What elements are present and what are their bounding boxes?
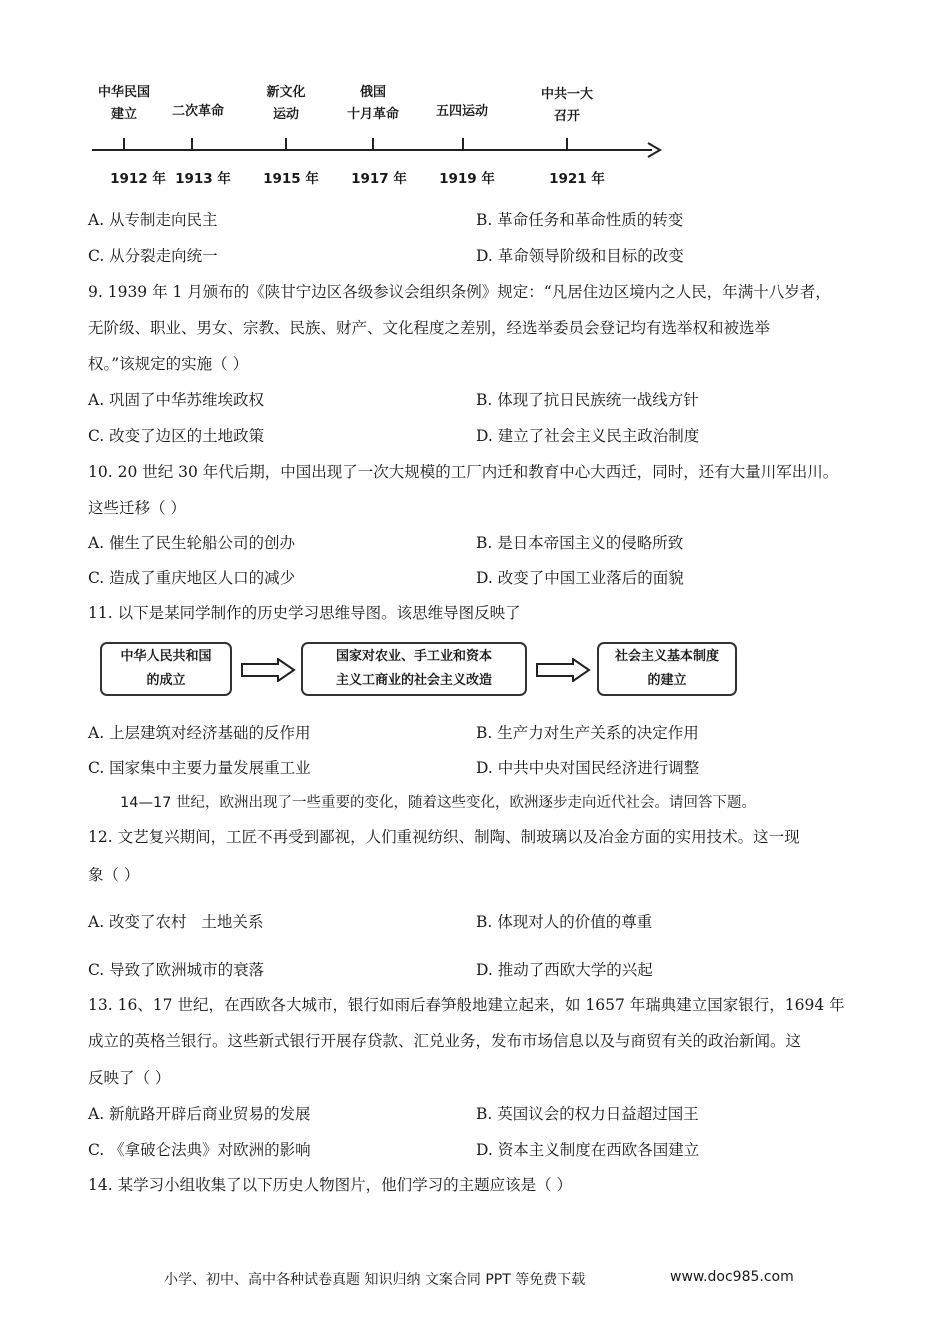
q9-option-d: D. 建立了社会主义民主政治制度: [476, 427, 700, 445]
timeline-event-label: 二次革命: [171, 104, 225, 119]
q13-option-c: C. 《拿破仑法典》对欧洲的影响: [88, 1141, 311, 1159]
q13-option-d: D. 资本主义制度在西欧各国建立: [476, 1141, 700, 1159]
timeline-year: 1915 年: [263, 171, 319, 187]
q13-stem-line: 反映了（ ）: [88, 1069, 171, 1087]
q10-option-a: A. 催生了民生轮船公司的创办: [88, 534, 296, 552]
timeline-event-label: 新文化 运动: [266, 85, 306, 122]
timeline-year: 1917 年: [351, 171, 407, 187]
timeline-tick: [462, 138, 464, 150]
section-intro: 14—17 世纪，欧洲出现了一些重要的变化，随着这些变化，欧洲逐步走向近代社会。请回答下题。: [120, 795, 757, 811]
timeline-event-label: 中共一大 召开: [540, 87, 594, 124]
timeline-tick: [285, 138, 287, 150]
timeline-event-label: 五四运动: [435, 104, 489, 119]
timeline-event-label: 俄国 十月革命: [346, 85, 400, 122]
footer-text: 小学、初中、高中各种试卷真题 知识归纳 文案合同 PPT 等免费下载: [164, 1272, 586, 1288]
q10-stem-line: 这些迁移（ ）: [88, 499, 186, 517]
timeline-year: 1919 年: [439, 171, 495, 187]
mind-map-box: 国家对农业、手工业和资本 主义工商业的社会主义改造: [301, 642, 527, 696]
q13-stem-line: 成立的英格兰银行。这些新式银行开展存贷款、汇兑业务，发布市场信息以及与商贸有关的政治新闻。这: [88, 1032, 802, 1050]
timeline-event-label: 中华民国 建立: [97, 85, 151, 122]
q9-option-c: C. 改变了边区的土地政策: [88, 427, 265, 445]
q11-option-b: B. 生产力对生产关系的决定作用: [476, 724, 699, 742]
double-arrow-icon: [535, 658, 591, 682]
timeline-year: 1921 年: [549, 171, 605, 187]
q10-option-b: B. 是日本帝国主义的侵略所致: [476, 534, 684, 552]
q8-option-c: C. 从分裂走向统一: [88, 247, 218, 265]
timeline-arrowhead-icon: [646, 142, 662, 158]
timeline-tick: [191, 138, 193, 150]
timeline-tick: [372, 138, 374, 150]
q13-option-b: B. 英国议会的权力日益超过国王: [476, 1105, 699, 1123]
q12-option-b: B. 体现对人的价值的尊重: [476, 913, 653, 931]
q8-option-a: A. 从专制走向民主: [88, 211, 218, 229]
q12-stem-line: 12. 文艺复兴期间，工匠不再受到鄙视，人们重视纺织、制陶、制玻璃以及冶金方面的实用技术。这一现: [88, 828, 800, 846]
q9-stem-line: 权。”该规定的实施（ ）: [88, 355, 249, 373]
q12-option-a: A. 改变了农村 土地关系: [88, 913, 264, 931]
mind-map-box: 社会主义基本制度 的建立: [597, 642, 737, 696]
q8-option-b: B. 革命任务和革命性质的转变: [476, 211, 684, 229]
q12-option-c: C. 导致了欧洲城市的衰落: [88, 961, 265, 979]
q9-option-b: B. 体现了抗日民族统一战线方针: [476, 391, 699, 409]
q10-stem-line: 10. 20 世纪 30 年代后期，中国出现了一次大规模的工厂内迁和教育中心大西迁，同时，还有大量川军出川。: [88, 463, 839, 481]
q10-option-d: D. 改变了中国工业落后的面貌: [476, 569, 684, 587]
footer-url[interactable]: www.doc985.com: [670, 1269, 794, 1285]
q9-option-a: A. 巩固了中华苏维埃政权: [88, 391, 265, 409]
q12-stem-line: 象（ ）: [88, 866, 140, 884]
timeline-year: 1912 年: [110, 171, 166, 187]
q13-stem-line: 13. 16、17 世纪，在西欧各大城市，银行如雨后春笋般地建立起来，如 1657 年瑞典建立国家银行，1694 年: [88, 996, 845, 1014]
q9-stem-line: 无阶级、职业、男女、宗教、民族、财产、文化程度之差别，经选举委员会登记均有选举权和被选举: [88, 319, 771, 337]
q11-option-c: C. 国家集中主要力量发展重工业: [88, 759, 311, 777]
timeline-tick: [566, 138, 568, 150]
q9-stem-line: 9. 1939 年 1 月颁布的《陕甘宁边区各级参议会组织条例》规定：“凡居住边区境内之人民，年满十八岁者，: [88, 283, 831, 301]
q10-option-c: C. 造成了重庆地区人口的减少: [88, 569, 296, 587]
q11-option-d: D. 中共中央对国民经济进行调整: [476, 759, 700, 777]
mind-map-box: 中华人民共和国 的成立: [100, 642, 232, 696]
q13-option-a: A. 新航路开辟后商业贸易的发展: [88, 1105, 311, 1123]
timeline-year: 1913 年: [175, 171, 231, 187]
timeline-tick: [123, 138, 125, 150]
q14-stem-line: 14. 某学习小组收集了以下历史人物图片，他们学习的主题应该是（ ）: [88, 1176, 573, 1194]
q11-stem-line: 11. 以下是某同学制作的历史学习思维导图。该思维导图反映了: [88, 604, 521, 622]
double-arrow-icon: [240, 658, 296, 682]
q11-option-a: A. 上层建筑对经济基础的反作用: [88, 724, 311, 742]
q8-option-d: D. 革命领导阶级和目标的改变: [476, 247, 684, 265]
q12-option-d: D. 推动了西欧大学的兴起: [476, 961, 653, 979]
